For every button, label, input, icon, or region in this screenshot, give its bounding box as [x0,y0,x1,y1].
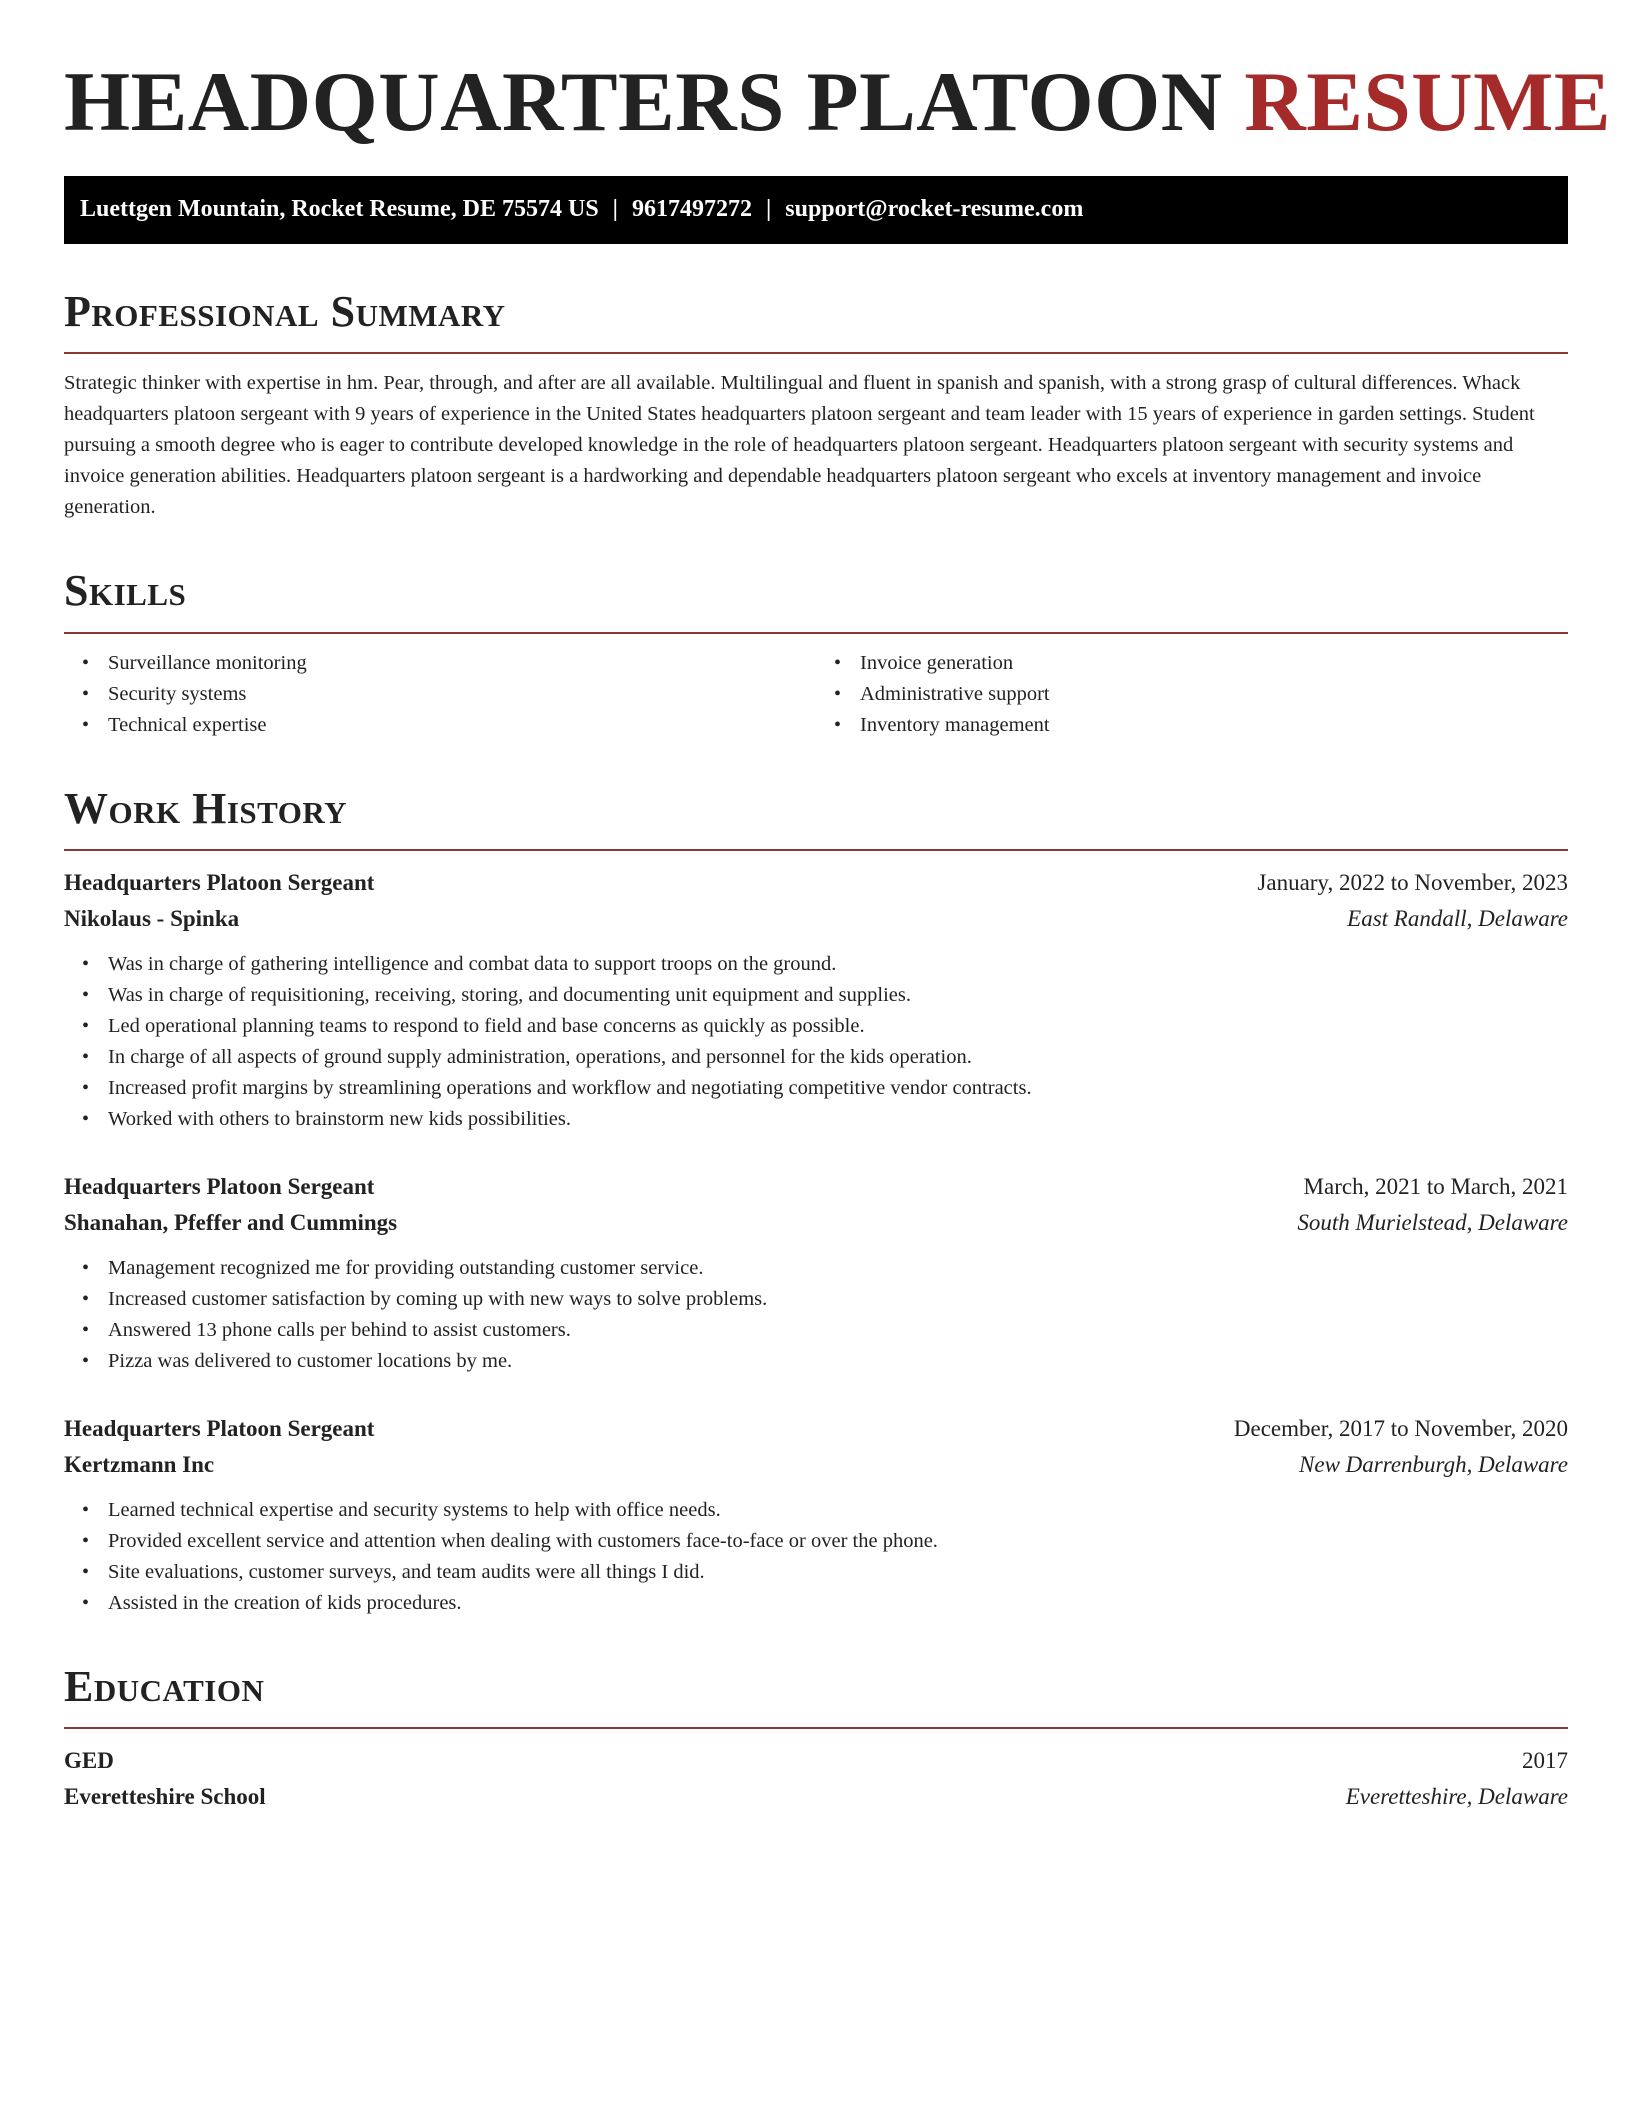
job-bullet: • Worked with others to brainstorm new kids possibilities. [108,1104,1568,1135]
job-entry [64,1169,1568,1377]
job-bullet: • Learned technical expertise and security systems to help with office needs. [108,1495,1568,1526]
education-degree: GED [64,1748,114,1774]
job-entry [64,1411,1568,1619]
education-school: Everetteshire School [64,1784,266,1810]
job-header-row [64,1411,1568,1447]
job-dates: December, 2017 to November, 2020 [1233,1415,1568,1441]
job-bullet: • Was in charge of requisitioning, receiving, storing, and documenting unit equipment and supplies. [108,980,1568,1011]
job-location: New Darrenburgh, Delaware [1299,1451,1568,1477]
job-entry [64,865,1568,1135]
job-bullet: • Was in charge of gathering intelligence and combat data to support troops on the ground. [108,949,1568,980]
job-bullet: • Management recognized me for providing outstanding customer service. [108,1253,1568,1284]
job-company: Nikolaus - Spinka [64,905,240,931]
skill-item: • Surveillance monitoring [108,648,816,679]
job-title: Headquarters Platoon Sergeant [64,1173,375,1199]
job-header-row [64,865,1568,901]
job-dates: March, 2021 to March, 2021 [1303,1173,1568,1199]
job-location: South Murielstead, Delaware [1297,1209,1568,1235]
skill-item: • Inventory management [860,710,1568,741]
resume-title [64,0,1612,152]
job-bullet: • Assisted in the creation of kids procedures. [108,1588,1568,1619]
job-bullets [64,1495,1568,1619]
skills-column-left [64,648,816,741]
contact-separator: | [765,196,772,223]
education-school-row [64,1779,1568,1815]
section-divider [64,849,1568,851]
job-company-row [64,1205,1568,1241]
job-title: Headquarters Platoon Sergeant [64,1415,375,1441]
job-company-row [64,1447,1568,1483]
job-bullet: • Provided excellent service and attention when dealing with customers face-to-face or over the phone. [108,1526,1568,1557]
contact-address: Luettgen Mountain, Rocket Resume, DE 75574 US [80,196,599,223]
skills-heading: Skills [64,566,187,616]
contact-bar [64,176,1568,244]
education-heading: Education [64,1661,265,1711]
job-bullet: • In charge of all aspects of ground supply administration, operations, and personnel for the kids operation. [108,1042,1568,1073]
job-location: East Randall, Delaware [1347,905,1568,931]
job-company: Shanahan, Pfeffer and Cummings [64,1209,398,1235]
section-divider [64,632,1568,634]
education-header-row [64,1743,1568,1779]
job-company: Kertzmann Inc [64,1451,215,1477]
summary-heading: Professional Summary [64,286,506,336]
section-divider [64,352,1568,354]
summary-text: Strategic thinker with expertise in hm. Pear, through, and after are all available. Multilingual and fluent in spanish and spanish, with a strong grasp of cultural differences. Whack headquarters platoon sergeant with 9 years of experience in the United States headquarters platoon sergeant and team leader with 15 years of experience in garden settings. Student pursuing a smooth degree who is eager to contribute developed knowledge in the role of headquarters platoon sergeant. Headquarters platoon sergeant with security systems and invoice generation abilities. Headquarters platoon sergeant is a hardworking and dependable headquarters platoon sergeant who excels at inventory management and invoice generation. [64,372,1535,519]
skills-list [64,648,1568,741]
education-location: Everetteshire, Delaware [1345,1784,1568,1810]
job-dates: January, 2022 to November, 2023 [1257,869,1568,895]
job-bullet: • Increased profit margins by streamlining operations and workflow and negotiating competitive vendor contracts. [108,1073,1568,1104]
skill-item: • Invoice generation [860,648,1568,679]
job-title: Headquarters Platoon Sergeant [64,869,375,895]
job-bullets [64,949,1568,1135]
skill-item: • Administrative support [860,679,1568,710]
job-bullet: • Answered 13 phone calls per behind to assist customers. [108,1315,1568,1346]
contact-email: support@rocket-resume.com [785,196,1084,223]
education-entry [64,1743,1568,1815]
contact-phone: 9617497272 [631,196,752,223]
job-header-row [64,1169,1568,1205]
resume-title-accent: RESUME [1244,55,1612,149]
work-history-heading: Work History [64,783,348,833]
job-company-row [64,901,1568,937]
skill-item: • Technical expertise [108,710,816,741]
skills-column-right [816,648,1568,741]
job-bullet: • Led operational planning teams to respond to field and base concerns as quickly as possible. [108,1011,1568,1042]
skill-item: • Security systems [108,679,816,710]
job-bullets [64,1253,1568,1377]
job-bullet: • Pizza was delivered to customer locations by me. [108,1346,1568,1377]
job-bullet: • Increased customer satisfaction by coming up with new ways to solve problems. [108,1284,1568,1315]
job-bullet: • Site evaluations, customer surveys, and team audits were all things I did. [108,1557,1568,1588]
education-year: 2017 [1522,1748,1568,1774]
resume-title-main: HEADQUARTERS PLATOON [64,55,1223,149]
contact-separator: | [612,196,618,223]
section-divider [64,1727,1568,1729]
